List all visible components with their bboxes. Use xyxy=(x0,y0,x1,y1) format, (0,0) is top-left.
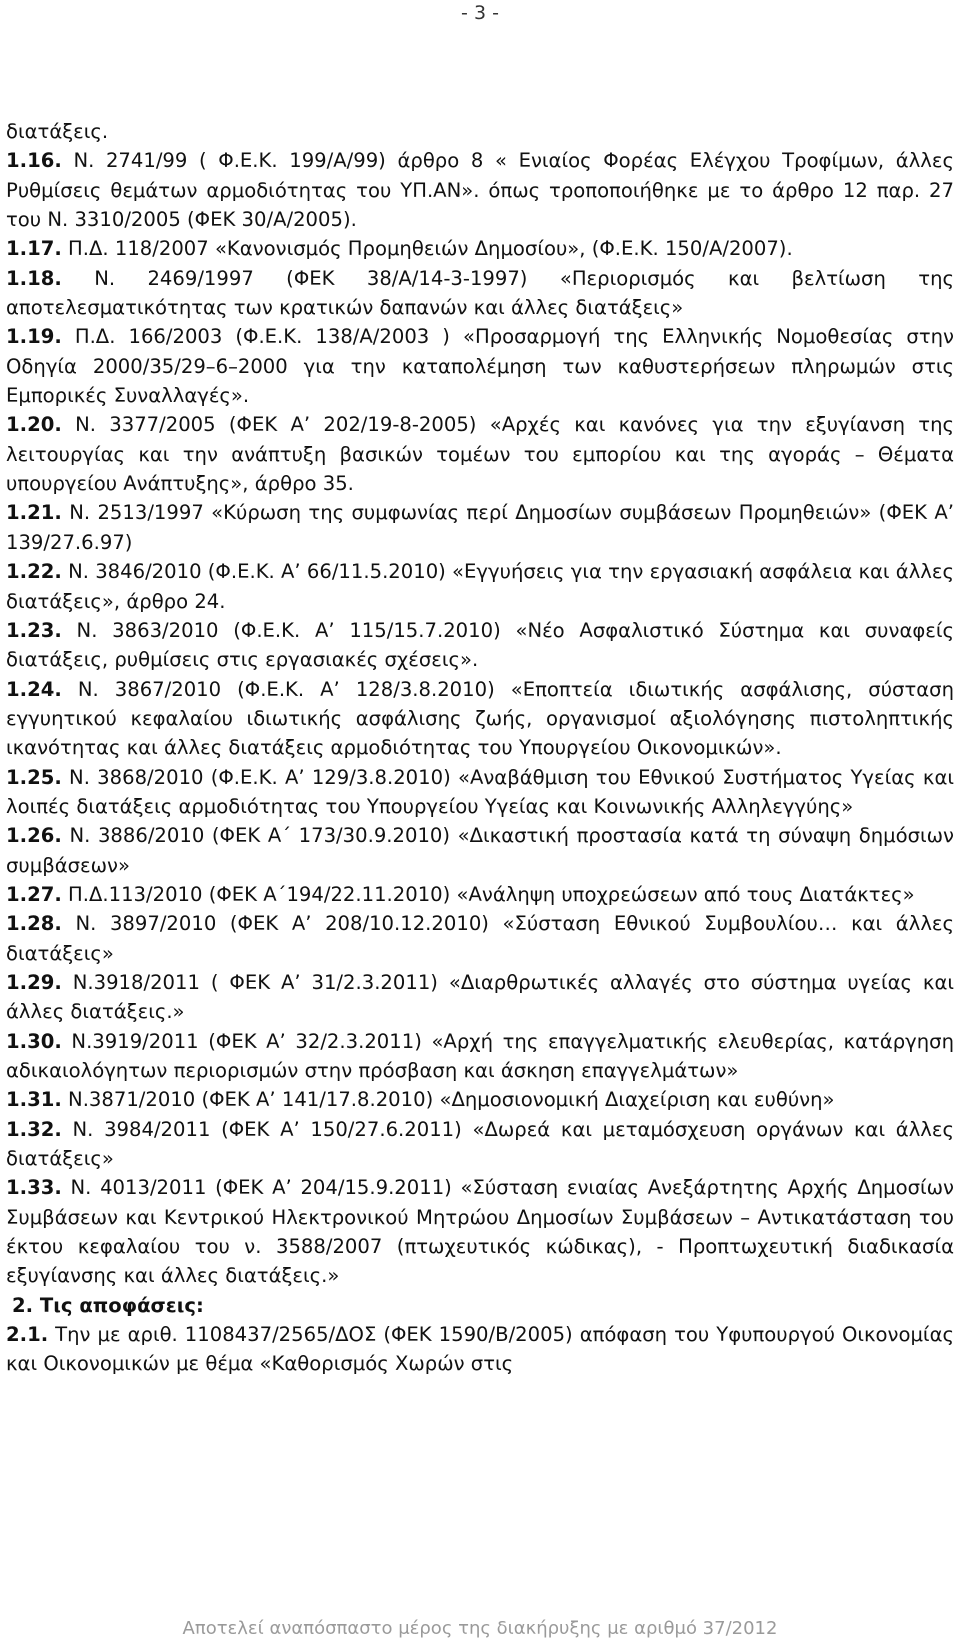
list-item xyxy=(6,498,954,557)
item-text: Π.Δ. 118/2007 «Κανονισμός Προμηθειών Δημοσίου», (Φ.Ε.Κ. 150/Α/2007). xyxy=(68,237,793,261)
item-text: Π.Δ.113/2010 (ΦΕΚ Α΄194/22.11.2010) «Ανάληψη υποχρεώσεων από τους Διατάκτες» xyxy=(68,882,915,906)
list-item xyxy=(6,264,954,323)
decisions-list xyxy=(6,1320,954,1379)
list-item xyxy=(6,763,954,822)
list-item xyxy=(6,616,954,675)
list-item xyxy=(6,1027,954,1086)
item-text: Ν. 2513/1997 «Κύρωση της συμφωνίας περί Δημοσίων συμβάσεων Προμηθειών» (ΦΕΚ Α’ 139/27.6.97) xyxy=(6,501,954,554)
item-number: 1.26. xyxy=(6,824,62,848)
item-text: Ν.3918/2011 ( ΦΕΚ Α’ 31/2.3.2011) «Διαρθρωτικές αλλαγές στο σύστημα υγείας και άλλες διατάξεις.» xyxy=(6,970,954,1024)
list-item xyxy=(6,557,954,616)
item-number: 1.22. xyxy=(6,560,62,584)
item-number: 1.24. xyxy=(6,677,62,701)
list-item xyxy=(6,821,954,880)
item-text: Ν. 2741/99 ( Φ.Ε.Κ. 199/Α/99) άρθρο 8 « Ενιαίος Φορέας Ελέγχου Τροφίμων, άλλες Ρυθμίσεις θεμάτων αρμοδιότητας του ΥΠ.ΑΝ». όπως τροποποιήθηκε με το άρθρο 12 παρ. 27 του Ν. 3310/2005 (ΦΕΚ 30/Α/2005). xyxy=(6,149,954,232)
item-number: 1.16. xyxy=(6,149,62,173)
item-number: 2.1. xyxy=(6,1323,49,1347)
item-text: Ν.3871/2010 (ΦΕΚ Α’ 141/17.8.2010) «Δημοσιονομική Διαχείριση και ευθύνη» xyxy=(68,1088,835,1112)
item-number: 1.19. xyxy=(6,325,62,349)
item-text: Ν. 3846/2010 (Φ.Ε.Κ. Α’ 66/11.5.2010) «Εγγυήσεις για την εργασιακή ασφάλεια και άλλες διατάξεις», άρθρο 24. xyxy=(6,560,954,613)
page-number: - 3 - xyxy=(461,2,499,24)
item-number: 1.25. xyxy=(6,765,62,789)
item-text: Ν. 3886/2010 (ΦΕΚ Α΄ 173/30.9.2010) «Δικαστική προστασία κατά τη σύναψη δημόσιων συμβάσεων» xyxy=(6,824,954,877)
item-number: 1.21. xyxy=(6,501,62,525)
item-number: 1.29. xyxy=(6,970,62,994)
list-item xyxy=(6,1173,954,1290)
legislation-list xyxy=(6,146,954,1290)
list-item xyxy=(6,675,954,763)
item-number: 1.18. xyxy=(6,266,62,290)
item-number: 1.23. xyxy=(6,618,62,642)
list-item xyxy=(6,410,954,498)
item-text: Ν. 3377/2005 (ΦΕΚ Α’ 202/19-8-2005) «Αρχές και κανόνες για την εξυγίανση της λειτουργίας και την ανάπτυξη βασικών τομέων του εμπορίου και της αγοράς – Θέματα υπουργείου Ανάπτυξης», άρθρο 35. xyxy=(6,413,954,496)
item-number: 1.31. xyxy=(6,1088,62,1112)
item-number: 1.27. xyxy=(6,882,62,906)
list-item xyxy=(6,234,954,263)
intro-line: διατάξεις. xyxy=(6,120,109,143)
item-text: Ν. 3868/2010 (Φ.Ε.Κ. Α’ 129/3.8.2010) «Αναβάθμιση του Εθνικού Συστήματος Υγείας και λοιπές διατάξεις αρμοδιότητας του Υπουργείου Υγείας και Κοινωνικής Αλληλεγγύης» xyxy=(6,765,954,818)
item-text: Ν. 4013/2011 (ΦΕΚ Α’ 204/15.9.2011) «Σύσταση ενιαίας Ανεξάρτητης Αρχής Δημοσίων Συμβάσεων και Κεντρικού Ηλεκτρονικού Μητρώου Δημοσίων Συμβάσεων – Αντικατάσταση του έκτου κεφαλαίου του ν. 3588/2007 (πτωχευτικός κώδικας), - Προπτωχευτική διαδικασία εξυγίανσης και άλλες διατάξεις.» xyxy=(6,1176,954,1288)
item-text: Ν. 3863/2010 (Φ.Ε.Κ. Α’ 115/15.7.2010) «Νέο Ασφαλιστικό Σύστημα και συναφείς διατάξεις, ρυθμίσεις στις εργασιακές σχέσεις». xyxy=(6,618,955,672)
item-text: Ν. 3984/2011 (ΦΕΚ Α’ 150/27.6.2011) «Δωρεά και μεταμόσχευση οργάνων και άλλες διατάξεις» xyxy=(6,1117,954,1171)
item-number: 1.30. xyxy=(6,1029,62,1053)
item-text: Ν.3919/2011 (ΦΕΚ Α’ 32/2.3.2011) «Αρχή της επαγγελματικής ελευθερίας, κατάργηση αδικαιολόγητων περιορισμών στην πρόσβαση και άσκηση επαγγελμάτων» xyxy=(6,1029,954,1082)
document-body xyxy=(6,117,954,1379)
list-item xyxy=(6,909,954,968)
item-number: 1.32. xyxy=(6,1117,62,1141)
section-heading: 2. Τις αποφάσεις: xyxy=(12,1293,204,1317)
item-text: Ν. 3897/2010 (ΦΕΚ Α’ 208/10.12.2010) «Σύσταση Εθνικού Συμβουλίου… και άλλες διατάξεις» xyxy=(6,912,955,965)
item-number: 1.33. xyxy=(6,1176,62,1200)
list-item xyxy=(6,1085,954,1114)
list-item xyxy=(6,968,954,1027)
footer-note: Αποτελεί αναπόσπαστο μέρος της διακήρυξης με αριθμό 37/2012 xyxy=(182,1618,778,1639)
item-text: Π.Δ. 166/2003 (Φ.Ε.Κ. 138/Α/2003 ) «Προσαρμογή της Ελληνικής Νομοθεσίας στην Οδηγία 2000/35/29–6–2000 για την καταπολέμηση των καθυστερήσεων πληρωμών στις Εμπορικές Συναλλαγές». xyxy=(6,325,954,408)
list-item xyxy=(6,322,954,410)
list-item xyxy=(6,146,954,234)
list-item xyxy=(6,880,954,909)
item-number: 1.20. xyxy=(6,413,62,437)
item-text: Ν. 2469/1997 (ΦΕΚ 38/Α/14-3-1997) «Περιορισμός και βελτίωση της αποτελεσματικότητας των κρατικών δαπανών και άλλες διατάξεις» xyxy=(6,266,954,320)
item-number: 1.28. xyxy=(6,912,62,936)
item-number: 1.17. xyxy=(6,237,62,261)
list-item xyxy=(6,1320,954,1379)
list-item xyxy=(6,1115,954,1174)
item-text: Την με αριθ. 1108437/2565/ΔΟΣ (ΦΕΚ 1590/Β/2005) απόφαση του Υφυπουργού Οικονομίας και Οικονομικών με θέμα «Καθορισμός Χωρών στις xyxy=(6,1323,954,1376)
item-text: Ν. 3867/2010 (Φ.Ε.Κ. Α’ 128/3.8.2010) «Εποπτεία ιδιωτικής ασφάλισης, σύσταση εγγυητικού κεφαλαίου ιδιωτικής ασφάλισης ζωής, οργανισμοί αξιολόγησης πιστοληπτικής ικανότητας και άλλες διατάξεις αρμοδιότητας του Υπουργείου Οικονομικών». xyxy=(6,677,955,760)
